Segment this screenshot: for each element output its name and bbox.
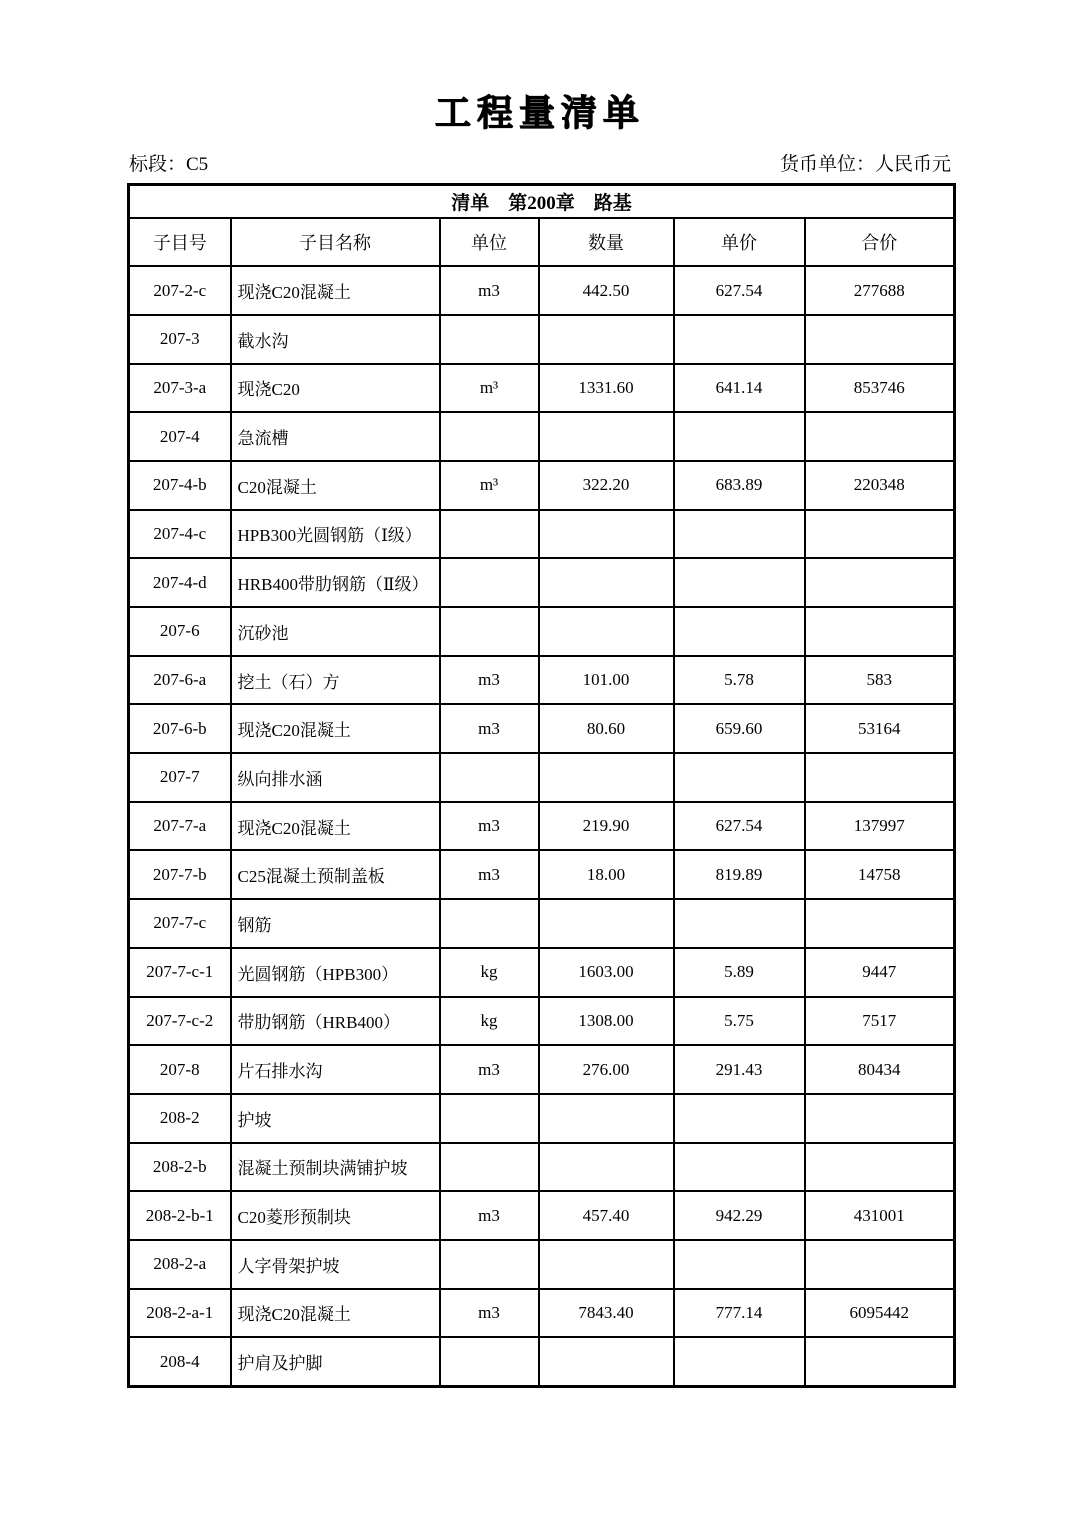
item-code-cell: 207-7-b (129, 850, 231, 899)
unit-cell (440, 558, 539, 607)
unit-price-cell: 641.14 (674, 364, 805, 413)
item-name-cell: HPB300光圆钢筋（Ⅰ级） (231, 510, 440, 559)
unit-price-cell (674, 1240, 805, 1289)
unit-price-cell: 5.89 (674, 948, 805, 997)
item-code-cell: 208-4 (129, 1337, 231, 1386)
unit-cell: m³ (440, 364, 539, 413)
table-row (129, 656, 955, 705)
total-price-cell (805, 510, 955, 559)
table-row (129, 948, 955, 997)
meta-row (127, 149, 953, 176)
table-row (129, 364, 955, 413)
unit-price-cell: 942.29 (674, 1191, 805, 1240)
unit-cell: kg (440, 948, 539, 997)
unit-price-cell: 777.14 (674, 1289, 805, 1338)
unit-cell: m3 (440, 1191, 539, 1240)
item-code-cell: 208-2-a (129, 1240, 231, 1289)
item-code-cell: 207-7 (129, 753, 231, 802)
item-name-cell: 挖土（石）方 (231, 656, 440, 705)
quantity-cell: 442.50 (539, 266, 674, 315)
item-code-cell: 207-6-b (129, 704, 231, 753)
total-price-cell: 80434 (805, 1045, 955, 1094)
unit-cell (440, 510, 539, 559)
item-code-cell: 208-2-a-1 (129, 1289, 231, 1338)
table-row (129, 412, 955, 461)
unit-cell: m3 (440, 704, 539, 753)
item-name-cell: 现浇C20混凝土 (231, 266, 440, 315)
total-price-cell (805, 1094, 955, 1143)
item-code-cell: 207-7-c-1 (129, 948, 231, 997)
total-price-cell: 137997 (805, 802, 955, 851)
unit-cell: m3 (440, 1045, 539, 1094)
quantity-cell (539, 558, 674, 607)
table-row (129, 1143, 955, 1192)
unit-price-cell: 5.78 (674, 656, 805, 705)
item-name-cell: 现浇C20混凝土 (231, 802, 440, 851)
table-row (129, 704, 955, 753)
quantity-cell: 1308.00 (539, 997, 674, 1046)
unit-price-cell: 5.75 (674, 997, 805, 1046)
table-row (129, 850, 955, 899)
column-header-item-name: 子目名称 (231, 218, 440, 266)
item-code-cell: 207-7-c (129, 899, 231, 948)
item-name-cell: 纵向排水涵 (231, 753, 440, 802)
item-name-cell: 现浇C20混凝土 (231, 704, 440, 753)
unit-cell: m3 (440, 656, 539, 705)
item-name-cell: 光圆钢筋（HPB300） (231, 948, 440, 997)
column-header-unit: 单位 (440, 218, 539, 266)
total-price-cell: 9447 (805, 948, 955, 997)
quantity-cell (539, 412, 674, 461)
quantity-cell: 18.00 (539, 850, 674, 899)
item-code-cell: 207-3 (129, 315, 231, 364)
table-row (129, 1191, 955, 1240)
item-code-cell: 207-6-a (129, 656, 231, 705)
quantity-cell (539, 315, 674, 364)
total-price-cell: 6095442 (805, 1289, 955, 1338)
item-code-cell: 207-7-c-2 (129, 997, 231, 1046)
unit-cell (440, 1240, 539, 1289)
unit-price-cell (674, 1337, 805, 1386)
column-header-unit-price: 单价 (674, 218, 805, 266)
column-header-quantity: 数量 (539, 218, 674, 266)
item-code-cell: 207-3-a (129, 364, 231, 413)
quantity-cell: 1331.60 (539, 364, 674, 413)
total-price-cell (805, 558, 955, 607)
total-price-cell: 14758 (805, 850, 955, 899)
unit-price-cell (674, 753, 805, 802)
quantity-cell: 322.20 (539, 461, 674, 510)
item-code-cell: 208-2 (129, 1094, 231, 1143)
unit-cell (440, 315, 539, 364)
table-row (129, 997, 955, 1046)
currency-unit-label: 货币单位：人民币元 (779, 154, 951, 176)
unit-cell: m³ (440, 461, 539, 510)
item-name-cell: 片石排水沟 (231, 1045, 440, 1094)
column-header-item-code: 子目号 (129, 218, 231, 266)
quantity-cell (539, 1143, 674, 1192)
unit-cell: kg (440, 997, 539, 1046)
item-code-cell: 207-8 (129, 1045, 231, 1094)
unit-cell (440, 899, 539, 948)
item-name-cell: C20混凝土 (231, 461, 440, 510)
unit-cell: m3 (440, 850, 539, 899)
total-price-cell: 7517 (805, 997, 955, 1046)
item-name-cell: 钢筋 (231, 899, 440, 948)
item-name-cell: C25混凝土预制盖板 (231, 850, 440, 899)
unit-price-cell: 627.54 (674, 802, 805, 851)
quantity-cell: 101.00 (539, 656, 674, 705)
unit-cell (440, 1094, 539, 1143)
column-header-total-price: 合价 (805, 218, 955, 266)
unit-price-cell (674, 899, 805, 948)
total-price-cell (805, 607, 955, 656)
unit-cell: m3 (440, 802, 539, 851)
table-header-row (129, 218, 955, 266)
unit-cell (440, 1337, 539, 1386)
table-row (129, 1094, 955, 1143)
total-price-cell (805, 1337, 955, 1386)
table-row (129, 315, 955, 364)
item-code-cell: 207-4-c (129, 510, 231, 559)
total-price-cell: 53164 (805, 704, 955, 753)
item-name-cell: 人字骨架护坡 (231, 1240, 440, 1289)
unit-price-cell: 819.89 (674, 850, 805, 899)
section-label: 标段：C5 (129, 154, 209, 176)
table-row (129, 266, 955, 315)
item-name-cell: 护坡 (231, 1094, 440, 1143)
table-section-title: 清单 第200章 路基 (129, 185, 955, 219)
total-price-cell: 853746 (805, 364, 955, 413)
quantity-cell: 1603.00 (539, 948, 674, 997)
total-price-cell: 220348 (805, 461, 955, 510)
table-row (129, 1045, 955, 1094)
document-title: 工程量清单 (434, 92, 645, 134)
item-name-cell: C20菱形预制块 (231, 1191, 440, 1240)
item-code-cell: 207-7-a (129, 802, 231, 851)
quantity-cell (539, 1094, 674, 1143)
item-name-cell: 现浇C20 (231, 364, 440, 413)
document-page (127, 0, 953, 1388)
unit-cell (440, 412, 539, 461)
unit-cell: m3 (440, 1289, 539, 1338)
total-price-cell (805, 899, 955, 948)
table-row (129, 1240, 955, 1289)
item-name-cell: HRB400带肋钢筋（Ⅱ级） (231, 558, 440, 607)
table-row (129, 607, 955, 656)
unit-price-cell (674, 1094, 805, 1143)
total-price-cell (805, 1240, 955, 1289)
table-row (129, 802, 955, 851)
item-name-cell: 沉砂池 (231, 607, 440, 656)
unit-cell (440, 1143, 539, 1192)
quantity-cell (539, 1337, 674, 1386)
quantity-cell (539, 899, 674, 948)
quantity-cell: 457.40 (539, 1191, 674, 1240)
unit-cell (440, 607, 539, 656)
unit-cell (440, 753, 539, 802)
item-code-cell: 207-6 (129, 607, 231, 656)
item-code-cell: 207-4-b (129, 461, 231, 510)
quantity-cell (539, 607, 674, 656)
total-price-cell: 583 (805, 656, 955, 705)
unit-price-cell: 659.60 (674, 704, 805, 753)
quantity-cell: 219.90 (539, 802, 674, 851)
quantity-cell (539, 753, 674, 802)
unit-price-cell: 291.43 (674, 1045, 805, 1094)
unit-price-cell (674, 558, 805, 607)
quantity-cell: 80.60 (539, 704, 674, 753)
item-name-cell: 急流槽 (231, 412, 440, 461)
table-body (129, 266, 955, 1386)
unit-price-cell (674, 607, 805, 656)
total-price-cell (805, 753, 955, 802)
total-price-cell: 277688 (805, 266, 955, 315)
unit-price-cell (674, 510, 805, 559)
item-name-cell: 护肩及护脚 (231, 1337, 440, 1386)
item-code-cell: 207-2-c (129, 266, 231, 315)
unit-price-cell: 627.54 (674, 266, 805, 315)
unit-cell: m3 (440, 266, 539, 315)
quantity-cell: 7843.40 (539, 1289, 674, 1338)
table-row (129, 461, 955, 510)
item-name-cell: 现浇C20混凝土 (231, 1289, 440, 1338)
quantity-cell (539, 510, 674, 559)
total-price-cell (805, 1143, 955, 1192)
item-code-cell: 207-4-d (129, 558, 231, 607)
total-price-cell (805, 315, 955, 364)
table-row (129, 899, 955, 948)
table-row (129, 558, 955, 607)
unit-price-cell: 683.89 (674, 461, 805, 510)
table-row (129, 510, 955, 559)
unit-price-cell (674, 412, 805, 461)
total-price-cell: 431001 (805, 1191, 955, 1240)
quantity-cell: 276.00 (539, 1045, 674, 1094)
item-name-cell: 截水沟 (231, 315, 440, 364)
item-code-cell: 208-2-b (129, 1143, 231, 1192)
unit-price-cell (674, 1143, 805, 1192)
item-name-cell: 带肋钢筋（HRB400） (231, 997, 440, 1046)
table-row (129, 1337, 955, 1386)
unit-price-cell (674, 315, 805, 364)
item-code-cell: 208-2-b-1 (129, 1191, 231, 1240)
item-name-cell: 混凝土预制块满铺护坡 (231, 1143, 440, 1192)
table-section-row (129, 185, 955, 219)
quantity-cell (539, 1240, 674, 1289)
total-price-cell (805, 412, 955, 461)
table-row (129, 753, 955, 802)
bill-of-quantities-table (127, 183, 956, 1388)
item-code-cell: 207-4 (129, 412, 231, 461)
table-row (129, 1289, 955, 1338)
